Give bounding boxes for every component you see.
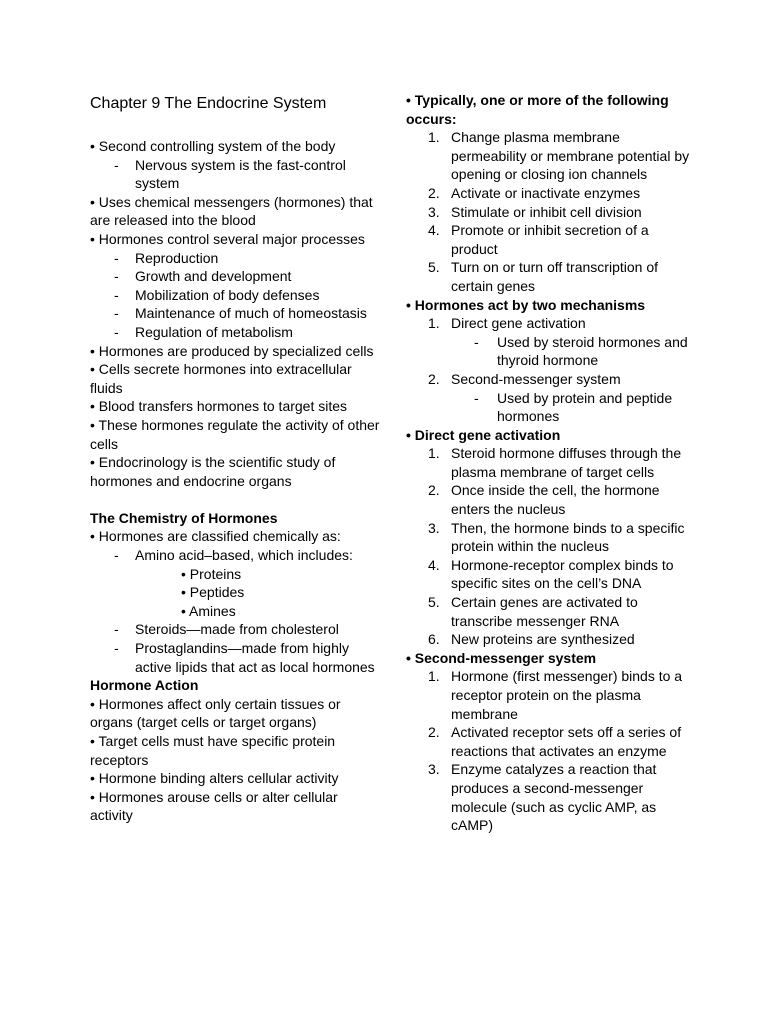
item-text: Second-messenger system: [451, 370, 621, 387]
numbered-item: [406, 481, 696, 518]
item-text: Then, the hormone binds to a specific protein within the nucleus: [451, 519, 685, 555]
numbered-item: [406, 630, 696, 649]
item-number: 3.: [428, 203, 440, 220]
item-number: 2.: [428, 724, 440, 741]
dash-item: - Growth and development: [90, 267, 382, 286]
numbered-item: [406, 723, 696, 760]
bullet-item: • Hormones are produced by specialized cells: [90, 342, 374, 359]
chemistry-heading: The Chemistry of Hormones: [90, 509, 278, 526]
page-title: Chapter 9 The Endocrine System: [90, 95, 327, 112]
bullet-item: • Uses chemical messengers (hormones) that are released into the blood: [90, 193, 373, 229]
dash-item: - Used by protein and peptide hormones: [406, 389, 696, 426]
item-number: 1.: [428, 129, 440, 146]
item-text: Hormone-receptor complex binds to specific sites on the cell’s DNA: [451, 556, 674, 592]
typically-list: [406, 128, 696, 295]
item-number: 2.: [428, 370, 440, 387]
right-column: [406, 91, 696, 835]
dash-item: - Maintenance of much of homeostasis: [90, 304, 382, 323]
item-number: 1.: [428, 445, 440, 462]
hormone-action-section: [90, 695, 382, 825]
numbered-item: [406, 667, 696, 723]
bullet-item: • Hormones control several major processes: [90, 230, 365, 247]
item-number: 5.: [428, 594, 440, 611]
item-number: 1.: [428, 315, 440, 332]
numbered-item: [406, 128, 696, 184]
typically-heading: • Typically, one or more of the following occurs:: [406, 92, 669, 127]
item-number: 4.: [428, 556, 440, 573]
item-number: 4.: [428, 222, 440, 239]
item-number: 1.: [428, 668, 440, 685]
item-text: Promote or inhibit secretion of a product: [451, 222, 649, 257]
dash-item: - Prostaglandins—made from highly active lipids that act as local hormones: [90, 639, 382, 676]
dash-item: - Steroids—made from cholesterol: [90, 620, 382, 639]
bullet-item: • Endocrinology is the scientific study of hormones and endocrine organs: [90, 454, 336, 489]
item-number: 2.: [428, 184, 440, 201]
numbered-item: [406, 519, 696, 556]
sub-bullet-item: • Proteins: [181, 565, 242, 582]
numbered-item: [406, 203, 696, 222]
item-number: 2.: [428, 482, 440, 499]
numbered-item: [406, 556, 696, 593]
numbered-item: [406, 221, 696, 258]
bullet-item: • Hormones affect only certain tissues or organs (target cells or target organs): [90, 695, 341, 731]
item-text: Activated receptor sets off a series of reactions that activates an enzyme: [451, 724, 682, 759]
numbered-item: [406, 444, 696, 481]
bullet-item: • Cells secrete hormones into extracellular fluids: [90, 361, 352, 396]
bullet-item: • Hormones are classified chemically as:: [90, 528, 341, 545]
chemistry-section: [90, 527, 382, 676]
numbered-item: [406, 258, 696, 295]
bullet-item: • Hormones arouse cells or alter cellular activity: [90, 788, 338, 824]
item-number: 3.: [428, 519, 440, 536]
bullet-item: • Target cells must have specific protein receptors: [90, 733, 336, 768]
numbered-item: [406, 314, 696, 333]
bullet-item: • Second controlling system of the body: [90, 138, 336, 154]
item-text: New proteins are synthesized: [451, 631, 635, 648]
second-messenger-list: [406, 667, 696, 834]
sub-bullet-item: • Peptides: [181, 584, 245, 601]
item-number: 5.: [428, 259, 440, 276]
numbered-item: [406, 370, 696, 389]
sub-bullet-item: • Amines: [181, 602, 236, 619]
item-text: Change plasma membrane permeability or membrane potential by opening or closing ion channels: [451, 129, 690, 183]
dash-item: - Amino acid–based, which includes:: [90, 546, 382, 565]
numbered-item: [406, 184, 696, 203]
item-text: Turn on or turn off transcription of certain genes: [451, 259, 658, 294]
dash-item: - Used by steroid hormones and thyroid hormone: [406, 333, 696, 370]
dash-item: - Mobilization of body defenses: [90, 286, 382, 305]
item-text: Stimulate or inhibit cell division: [451, 203, 642, 220]
dash-item: - Reproduction: [90, 249, 382, 268]
direct-gene-list: [406, 444, 696, 649]
item-text: Steroid hormone diffuses through the plasma membrane of target cells: [451, 445, 682, 480]
mechanisms-heading: • Hormones act by two mechanisms: [406, 296, 646, 313]
item-number: 3.: [428, 761, 440, 778]
item-text: Once inside the cell, the hormone enters the nucleus: [451, 482, 660, 518]
bullet-item: • Hormone binding alters cellular activity: [90, 770, 339, 787]
dash-item: - Nervous system is the fast-control system: [90, 156, 382, 193]
direct-gene-heading: • Direct gene activation: [406, 426, 561, 443]
numbered-item: [406, 760, 696, 834]
item-text: Hormone (first messenger) binds to a receptor protein on the plasma membrane: [451, 668, 683, 722]
item-text: Certain genes are activated to transcribe messenger RNA: [451, 594, 638, 629]
bullet-item: • These hormones regulate the activity of other cells: [90, 416, 380, 452]
numbered-item: [406, 593, 696, 630]
bullet-item: • Blood transfers hormones to target sites: [90, 398, 348, 415]
hormone-action-heading: Hormone Action: [90, 677, 199, 694]
item-text: Direct gene activation: [451, 315, 586, 332]
dash-item: - Regulation of metabolism: [90, 323, 382, 342]
second-messenger-heading: • Second-messenger system: [406, 649, 597, 666]
left-column: [90, 91, 382, 825]
intro-section: [90, 137, 382, 490]
mechanisms-list: [406, 314, 696, 426]
item-text: Activate or inactivate enzymes: [451, 184, 641, 201]
item-text: Enzyme catalyzes a reaction that produces a second-messenger molecule (such as cyclic AMP, as cAMP): [451, 761, 657, 834]
item-number: 6.: [428, 631, 440, 648]
